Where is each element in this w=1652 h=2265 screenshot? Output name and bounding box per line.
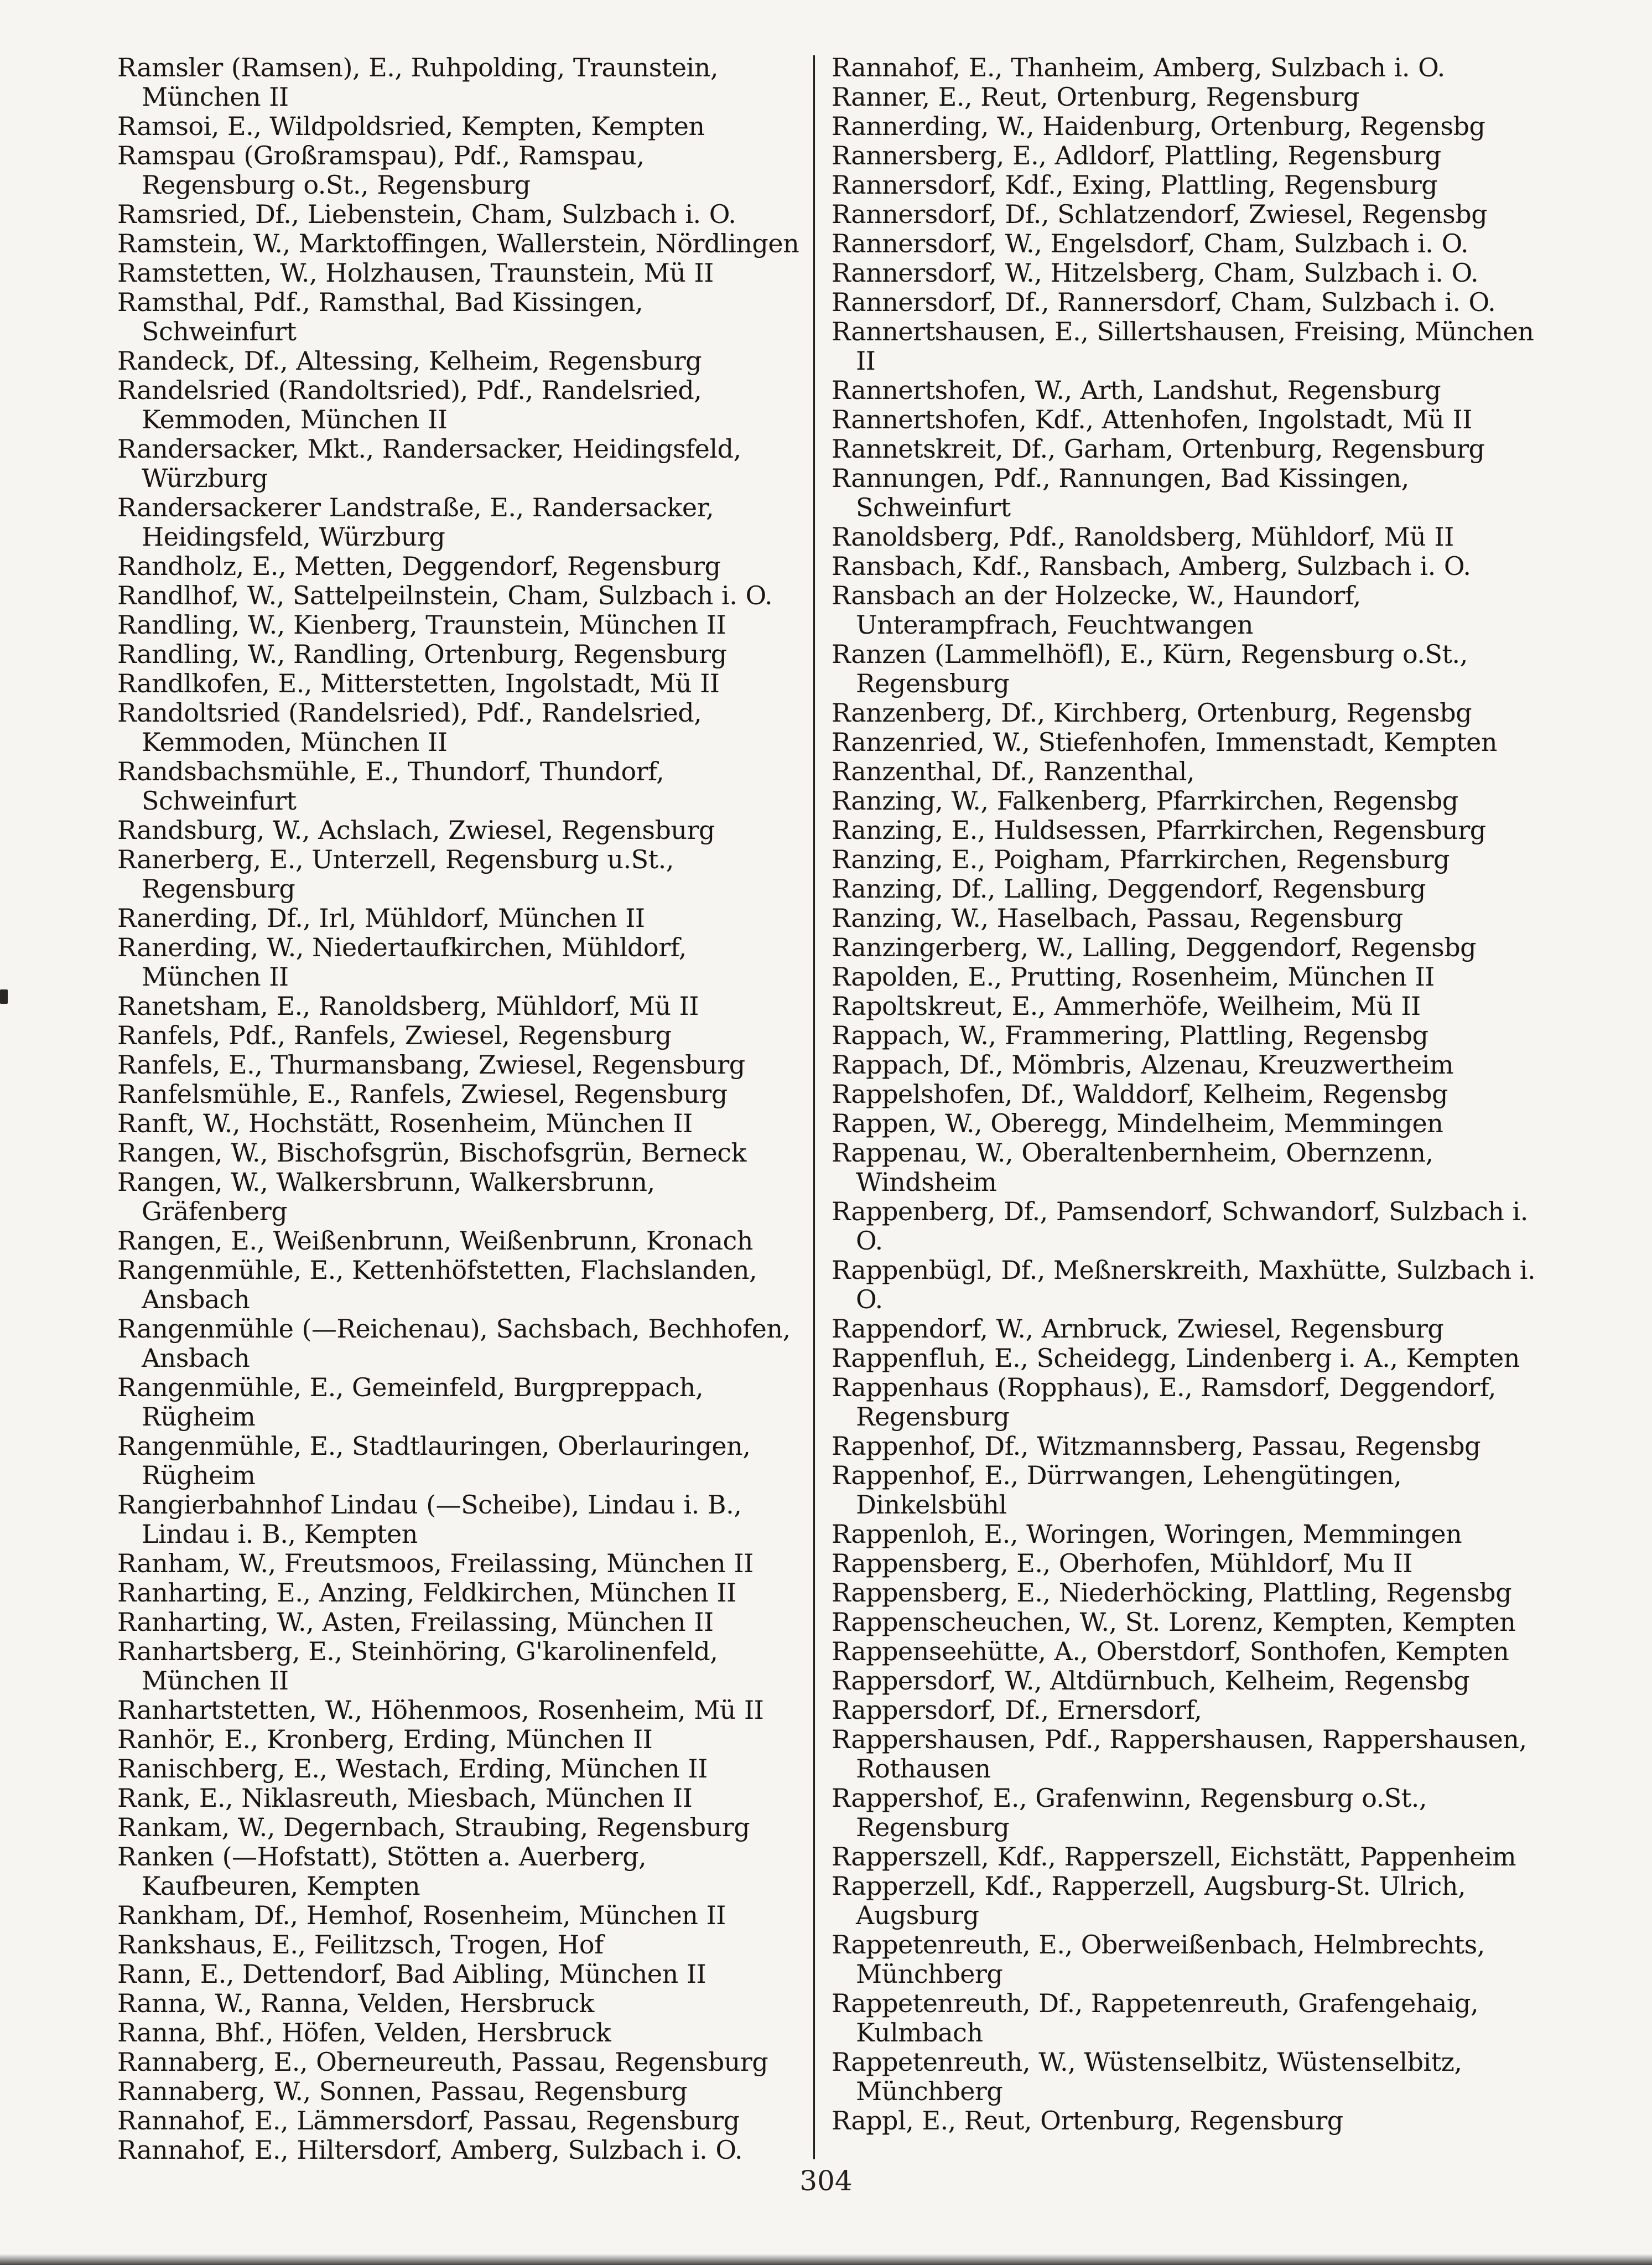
gazetteer-entry: Ranken (—Hofstatt), Stötten a. Auerberg, Kaufbeuren, Kempten — [117, 1842, 647, 1901]
gazetteer-entry: Rappl, E., Reut, Ortenburg, Regensburg — [832, 2106, 1343, 2136]
gazetteer-entry: Ranhartsberg, E., Steinhöring, G'karolinenfeld, München II — [117, 1636, 718, 1696]
gazetteer-entry: Ranetsham, E., Ranoldsberg, Mühldorf, Mü II — [117, 991, 699, 1021]
gazetteer-entry: Rankham, Df., Hemhof, Rosenheim, München II — [117, 1900, 726, 1930]
gazetteer-entry: Rappetenreuth, E., Oberweißenbach, Helmbrechts, Münchberg — [832, 1930, 1485, 1989]
gazetteer-entry: Rangierbahnhof Lindau (—Scheibe), Lindau i. B., Lindau i. B., Kempten — [117, 1490, 742, 1549]
gazetteer-entry: Rannahof, E., Hiltersdorf, Amberg, Sulzbach i. O. — [117, 2135, 743, 2165]
gazetteer-entry: Randlhof, W., Sattelpeilnstein, Cham, Sulzbach i. O. — [117, 580, 773, 610]
gazetteer-entry: Ramsoi, E., Wildpoldsried, Kempten, Kempten — [117, 111, 705, 141]
gazetteer-entry: Ranzing, E., Poigham, Pfarrkirchen, Regensburg — [832, 844, 1450, 874]
gazetteer-entry: Randersacker, Mkt., Randersacker, Heidingsfeld, Würzburg — [117, 434, 741, 493]
gazetteer-entry: Ranzenried, W., Stiefenhofen, Immenstadt, Kempten — [832, 727, 1497, 757]
gazetteer-entry: Rappensberg, E., Niederhöcking, Plattling, Regensbg — [832, 1578, 1512, 1608]
gazetteer-entry: Rangen, W., Bischofsgrün, Bischofsgrün, Berneck — [117, 1138, 746, 1168]
gazetteer-entry: Rappersdorf, Df., Ernersdorf, — [832, 1695, 1202, 1725]
gazetteer-entry: Ranzing, Df., Lalling, Deggendorf, Regensburg — [832, 874, 1426, 904]
page-number: 304 — [799, 2165, 853, 2197]
gazetteer-entry: Rappen, W., Oberegg, Mindelheim, Memmingen — [832, 1108, 1443, 1138]
gazetteer-entry: Rappetenreuth, W., Wüstenselbitz, Wüstenselbitz, Münchberg — [832, 2047, 1462, 2106]
gazetteer-entry: Rankshaus, E., Feilitzsch, Trogen, Hof — [117, 1930, 604, 1960]
gazetteer-entry: Ransbach, Kdf., Ransbach, Amberg, Sulzbach i. O. — [832, 551, 1471, 581]
gazetteer-entry: Randersackerer Landstraße, E., Randersacker, Heidingsfeld, Würzburg — [117, 493, 714, 552]
gazetteer-entry: Ranzing, W., Falkenberg, Pfarrkirchen, Regensbg — [832, 786, 1458, 816]
scan-bottom-shadow — [0, 2254, 1652, 2265]
scan-edge-artifact — [0, 989, 8, 1004]
column-left — [117, 53, 802, 2165]
gazetteer-entry: Ranzen (Lammelhöfl), E., Kürn, Regensburg o.St., Regensburg — [832, 639, 1468, 698]
gazetteer-entry: Ranhör, E., Kronberg, Erding, München II — [117, 1724, 653, 1754]
text-columns — [117, 53, 1556, 2165]
gazetteer-entry: Ramsthal, Pdf., Ramsthal, Bad Kissingen, Schweinfurt — [117, 287, 643, 346]
gazetteer-entry: Ranham, W., Freutsmoos, Freilassing, München II — [117, 1548, 754, 1578]
gazetteer-entry: Rannersdorf, Kdf., Exing, Plattling, Regensburg — [832, 170, 1438, 200]
gazetteer-entry: Rannersdorf, Df., Schlatzendorf, Zwiesel, Regensbg — [832, 199, 1488, 229]
gazetteer-entry: Ranfelsmühle, E., Ranfels, Zwiesel, Regensburg — [117, 1079, 728, 1109]
gazetteer-entry: Rannungen, Pdf., Rannungen, Bad Kissingen, Schweinfurt — [832, 463, 1409, 522]
gazetteer-entry: Rappenseehütte, A., Oberstdorf, Sonthofen, Kempten — [832, 1636, 1509, 1666]
gazetteer-entry: Rappenscheuchen, W., St. Lorenz, Kempten, Kempten — [832, 1607, 1516, 1637]
gazetteer-entry: Randholz, E., Metten, Deggendorf, Regensburg — [117, 551, 721, 581]
gazetteer-entry: Rangenmühle, E., Gemeinfeld, Burgpreppach, Rügheim — [117, 1372, 704, 1432]
gazetteer-entry: Rappenhof, E., Dürrwangen, Lehengütingen, Dinkelsbühl — [832, 1460, 1402, 1520]
gazetteer-entry: Ransbach an der Holzecke, W., Haundorf, Unterampfrach, Feuchtwangen — [832, 580, 1361, 640]
gazetteer-entry: Ranft, W., Hochstätt, Rosenheim, München II — [117, 1108, 693, 1138]
gazetteer-entry: Ranharting, E., Anzing, Feldkirchen, München II — [117, 1578, 736, 1608]
gazetteer-entry: Rappensberg, E., Oberhofen, Mühldorf, Mu II — [832, 1548, 1413, 1578]
gazetteer-entry: Ranerding, W., Niedertaufkirchen, Mühldorf, München II — [117, 932, 687, 992]
gazetteer-entry: Rannersdorf, W., Hitzelsberg, Cham, Sulzbach i. O. — [832, 258, 1479, 288]
gazetteer-entry: Rappenhof, Df., Witzmannsberg, Passau, Regensbg — [832, 1431, 1481, 1461]
gazetteer-entry: Rannahof, E., Thanheim, Amberg, Sulzbach i. O. — [832, 53, 1445, 82]
gazetteer-entry: Rappershof, E., Grafenwinn, Regensburg o.St., Regensburg — [832, 1783, 1427, 1842]
gazetteer-entry: Rapperszell, Kdf., Rapperszell, Eichstätt, Pappenheim — [832, 1842, 1516, 1872]
gazetteer-entry: Randelsried (Randoltsried), Pdf., Randelsried, Kemmoden, München II — [117, 375, 702, 434]
gazetteer-entry: Ranna, Bhf., Höfen, Velden, Hersbruck — [117, 2018, 611, 2048]
gazetteer-entry: Randeck, Df., Altessing, Kelheim, Regensburg — [117, 346, 702, 376]
gazetteer-entry: Rappetenreuth, Df., Rappetenreuth, Grafengehaig, Kulmbach — [832, 1988, 1479, 2048]
gazetteer-entry: Rapoltskreut, E., Ammerhöfe, Weilheim, Mü II — [832, 991, 1421, 1021]
gazetteer-entry: Rapolden, E., Prutting, Rosenheim, München II — [832, 962, 1435, 992]
gazetteer-entry: Rannetskreit, Df., Garham, Ortenburg, Regensburg — [832, 434, 1485, 464]
gazetteer-entry: Ranna, W., Ranna, Velden, Hersbruck — [117, 1988, 594, 2018]
gazetteer-entry: Rannertshausen, E., Sillertshausen, Freising, München II — [832, 317, 1534, 376]
gazetteer-entry: Ramsried, Df., Liebenstein, Cham, Sulzbach i. O. — [117, 199, 736, 229]
gazetteer-entry: Randling, W., Randling, Ortenburg, Regensburg — [117, 639, 727, 669]
gazetteer-entry: Randsbachsmühle, E., Thundorf, Thundorf, Schweinfurt — [117, 756, 664, 816]
gazetteer-entry: Rappenhaus (Ropphaus), E., Ramsdorf, Deggendorf, Regensburg — [832, 1372, 1496, 1432]
gazetteer-entry: Ramstein, W., Marktoffingen, Wallerstein, Nördlingen — [117, 229, 799, 258]
gazetteer-entry: Rannertshofen, Kdf., Attenhofen, Ingolstadt, Mü II — [832, 405, 1472, 434]
gazetteer-entry: Rappach, W., Frammering, Plattling, Regensbg — [832, 1020, 1428, 1050]
gazetteer-entry: Rannersberg, E., Adldorf, Plattling, Regensburg — [832, 141, 1441, 170]
gazetteer-entry: Ranoldsberg, Pdf., Ranoldsberg, Mühldorf, Mü II — [832, 522, 1454, 552]
gazetteer-entry: Rankam, W., Degernbach, Straubing, Regensburg — [117, 1812, 750, 1842]
gazetteer-entry: Rank, E., Niklasreuth, Miesbach, München II — [117, 1783, 693, 1813]
gazetteer-entry: Rappelshofen, Df., Walddorf, Kelheim, Regensbg — [832, 1079, 1448, 1109]
gazetteer-entry: Ramspau (Großramspau), Pdf., Ramspau, Regensburg o.St., Regensburg — [117, 141, 645, 200]
gazetteer-entry: Ranerberg, E., Unterzell, Regensburg u.St., Regensburg — [117, 844, 674, 904]
gazetteer-entry: Rappenloh, E., Woringen, Woringen, Memmingen — [832, 1519, 1462, 1549]
gazetteer-entry: Rannaberg, E., Oberneureuth, Passau, Regensburg — [117, 2047, 768, 2077]
gazetteer-entry: Ranhartstetten, W., Höhenmoos, Rosenheim, Mü II — [117, 1695, 764, 1725]
gazetteer-entry: Rannahof, E., Lämmersdorf, Passau, Regensburg — [117, 2106, 740, 2136]
gazetteer-entry: Rappenbügl, Df., Meßnerskreith, Maxhütte, Sulzbach i. O. — [832, 1255, 1536, 1314]
gazetteer-entry: Rannersdorf, W., Engelsdorf, Cham, Sulzbach i. O. — [832, 229, 1469, 258]
gazetteer-entry: Rangenmühle (—Reichenau), Sachsbach, Bechhofen, Ansbach — [117, 1314, 791, 1373]
gazetteer-entry: Ramsler (Ramsen), E., Ruhpolding, Traunstein, München II — [117, 53, 718, 112]
gazetteer-entry: Ranharting, W., Asten, Freilassing, München II — [117, 1607, 714, 1637]
gazetteer-entry: Randoltsried (Randelsried), Pdf., Randelsried, Kemmoden, München II — [117, 698, 702, 757]
gazetteer-entry: Ranfels, Pdf., Ranfels, Zwiesel, Regensburg — [117, 1020, 672, 1050]
gazetteer-entry: Rappenau, W., Oberaltenbernheim, Obernzenn, Windsheim — [832, 1138, 1433, 1197]
gazetteer-entry: Ranischberg, E., Westach, Erding, München II — [117, 1754, 708, 1784]
gazetteer-entry: Ramstetten, W., Holzhausen, Traunstein, Mü II — [117, 258, 714, 288]
gazetteer-entry: Rapperzell, Kdf., Rapperzell, Augsburg-St. Ulrich, Augsburg — [832, 1871, 1466, 1930]
gazetteer-entry: Rannerding, W., Haidenburg, Ortenburg, Regensbg — [832, 111, 1485, 141]
gazetteer-entry: Rangen, W., Walkersbrunn, Walkersbrunn, Gräfenberg — [117, 1167, 655, 1226]
gazetteer-entry: Rappenberg, Df., Pamsendorf, Schwandorf, Sulzbach i. O. — [832, 1196, 1528, 1256]
gazetteer-entry: Randsburg, W., Achslach, Zwiesel, Regensburg — [117, 815, 715, 845]
gazetteer-entry: Rappenfluh, E., Scheidegg, Lindenberg i. A., Kempten — [832, 1343, 1520, 1373]
gazetteer-entry: Rangenmühle, E., Kettenhöfstetten, Flachslanden, Ansbach — [117, 1255, 757, 1314]
gazetteer-entry: Rannersdorf, Df., Rannersdorf, Cham, Sulzbach i. O. — [832, 287, 1496, 317]
gazetteer-entry: Rappersdorf, W., Altdürnbuch, Kelheim, Regensbg — [832, 1666, 1470, 1696]
gazetteer-entry: Rappendorf, W., Arnbruck, Zwiesel, Regensburg — [832, 1314, 1444, 1344]
gazetteer-entry: Rangen, E., Weißenbrunn, Weißenbrunn, Kronach — [117, 1226, 753, 1256]
gazetteer-entry: Randling, W., Kienberg, Traunstein, München II — [117, 610, 726, 640]
gazetteer-entry: Rannertshofen, W., Arth, Landshut, Regensburg — [832, 375, 1441, 405]
gazetteer-entry: Randlkofen, E., Mitterstetten, Ingolstadt, Mü II — [117, 668, 720, 698]
gazetteer-entry: Ranfels, E., Thurmansbang, Zwiesel, Regensburg — [117, 1050, 745, 1080]
gazetteer-entry: Ranzenberg, Df., Kirchberg, Ortenburg, Regensbg — [832, 698, 1472, 728]
gazetteer-entry: Ranzenthal, Df., Ranzenthal, — [832, 756, 1195, 786]
gazetteer-entry: Ranzingerberg, W., Lalling, Deggendorf, Regensbg — [832, 932, 1477, 962]
gazetteer-entry: Rangenmühle, E., Stadtlauringen, Oberlauringen, Rügheim — [117, 1431, 751, 1490]
gazetteer-entry: Rappershausen, Pdf., Rappershausen, Rappershausen, Rothausen — [832, 1724, 1527, 1784]
gazetteer-entry: Ranner, E., Reut, Ortenburg, Regensburg — [832, 82, 1359, 112]
column-divider-rule — [813, 55, 815, 2159]
column-right — [829, 53, 1556, 2165]
gazetteer-entry: Ranzing, W., Haselbach, Passau, Regensburg — [832, 903, 1403, 933]
gazetteer-entry: Ranzing, E., Huldsessen, Pfarrkirchen, Regensburg — [832, 815, 1486, 845]
gazetteer-entry: Ranerding, Df., Irl, Mühldorf, München II — [117, 903, 645, 933]
gazetteer-entry: Rappach, Df., Mömbris, Alzenau, Kreuzwertheim — [832, 1050, 1454, 1080]
gazetteer-entry: Rannaberg, W., Sonnen, Passau, Regensburg — [117, 2076, 688, 2106]
gazetteer-entry: Rann, E., Dettendorf, Bad Aibling, München II — [117, 1959, 706, 1989]
